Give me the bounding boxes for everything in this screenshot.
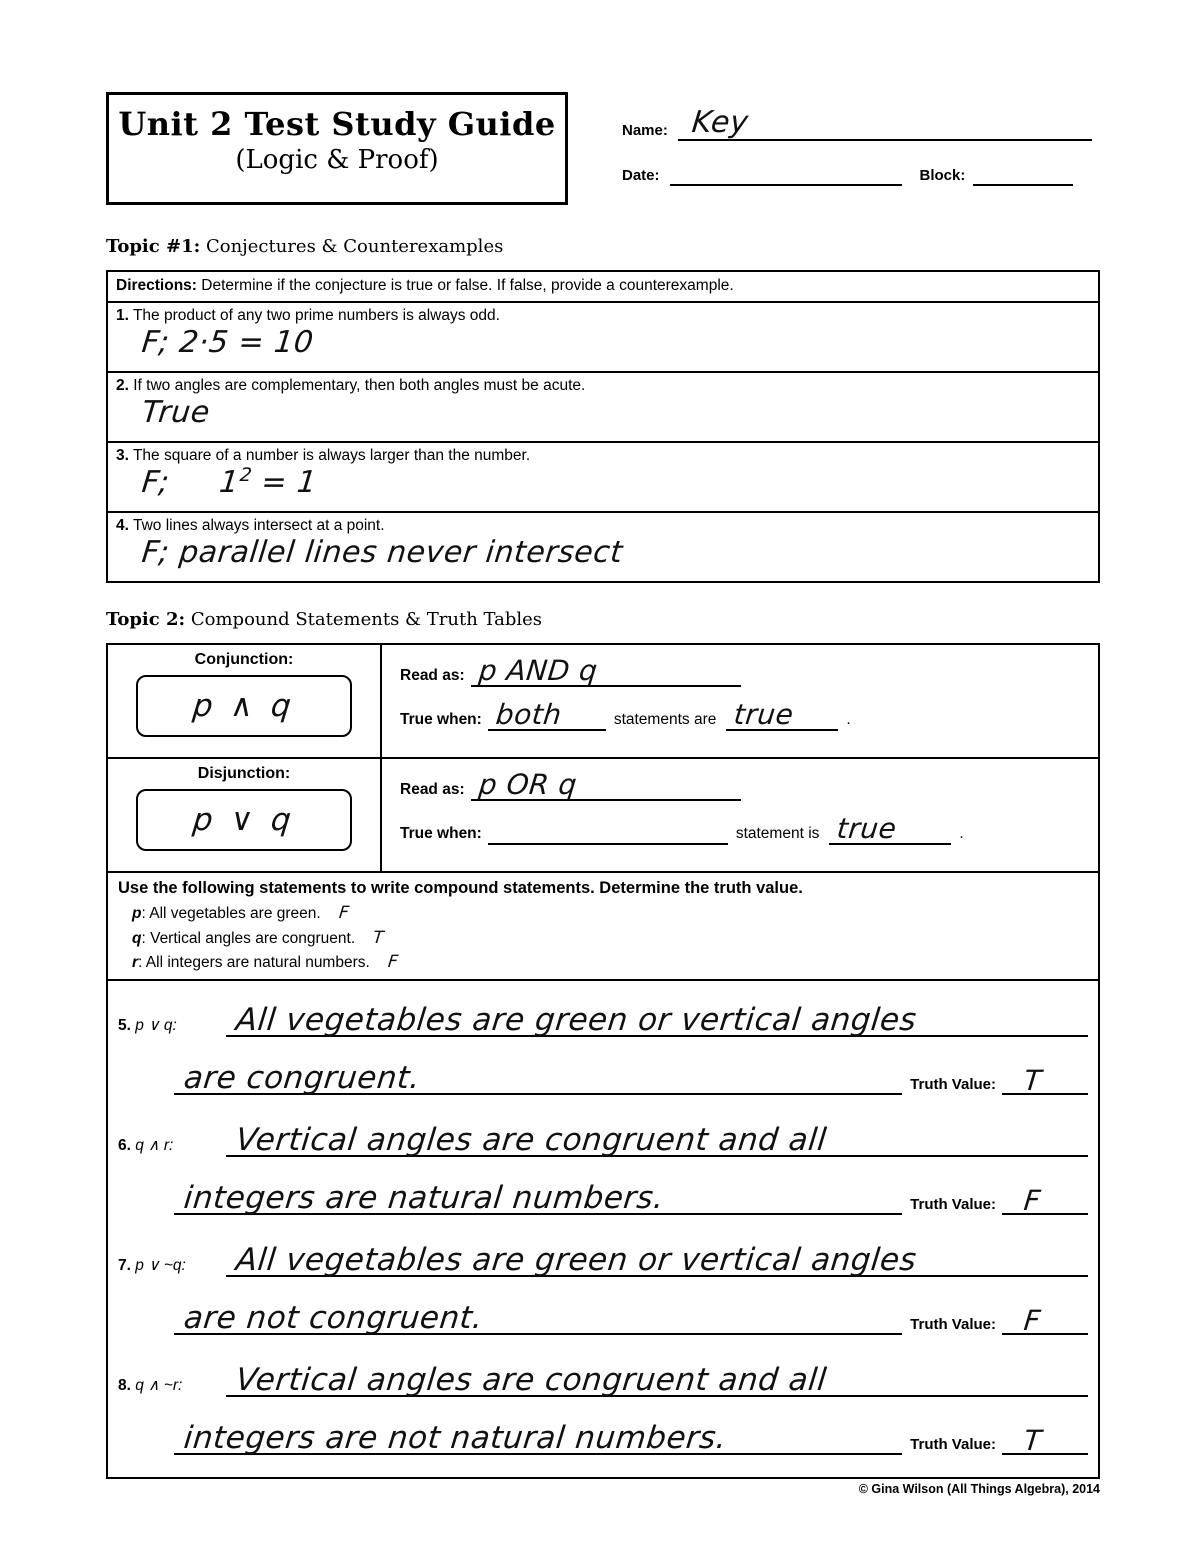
question-1-number: 1.	[116, 307, 129, 324]
disjunction-fields-cell	[382, 759, 1098, 871]
answer-4-handwriting: F; parallel lines never intersect	[140, 535, 625, 570]
table-row	[108, 373, 1098, 443]
disjunction-label: Disjunction:	[197, 765, 291, 782]
question-4-number: 4.	[116, 517, 129, 534]
topic2-table	[106, 643, 1100, 1479]
table-row	[108, 443, 1098, 513]
name-handwriting: Key	[690, 105, 751, 140]
topic1-table	[106, 270, 1100, 583]
item-6-line-2	[118, 1171, 1088, 1215]
disjunction-read-as-handwriting: p OR q	[476, 768, 579, 801]
item-6-label	[118, 1136, 226, 1157]
item-5-truth-value-input[interactable]	[1002, 1055, 1088, 1095]
conjunction-read-as-input[interactable]	[471, 654, 741, 687]
item-5-answer-input-1[interactable]	[226, 993, 1088, 1037]
disjunction-true-when-period: .	[959, 825, 964, 842]
item-5-label	[118, 1016, 226, 1037]
disjunction-true-when-mid-text: statement is	[735, 825, 820, 842]
item-8-expression: q ∧ ~r:	[135, 1376, 183, 1394]
answer-3-suffix: = 1	[259, 465, 319, 500]
item-6-answer-input-2[interactable]	[174, 1171, 902, 1215]
topic2-heading-rest: Compound Statements & Truth Tables	[185, 609, 543, 630]
answer-3-area[interactable]	[108, 465, 1098, 511]
item-7-truth-value-input[interactable]	[1002, 1295, 1088, 1335]
answer-3-exponent: 2	[238, 465, 254, 486]
question-1-text	[108, 303, 1098, 325]
item-7-line-2	[118, 1291, 1088, 1335]
directions-text	[108, 272, 1098, 301]
question-3-text	[108, 443, 1098, 465]
item-7-line-1	[118, 1233, 1088, 1277]
date-input[interactable]	[670, 160, 902, 186]
item-8-answer-handwriting-2: integers are not natural numbers.	[182, 1419, 729, 1456]
item-6-answer-handwriting-1: Vertical angles are congruent and all	[234, 1121, 829, 1158]
statement-p-var: p	[132, 905, 142, 922]
conjunction-row	[108, 645, 1098, 759]
disjunction-symbol-handwriting: p ∨ q	[191, 802, 297, 838]
compound-items-block	[108, 981, 1098, 1477]
conjunction-true-when-mid-text: statements are	[613, 711, 717, 728]
item-5-truth-value-handwriting: T	[1022, 1063, 1044, 1097]
item-7-truth-value-label: Truth Value:	[910, 1315, 996, 1333]
topic1-heading	[106, 236, 503, 257]
conjunction-symbol-handwriting: p ∧ q	[191, 688, 297, 724]
item-8-label	[118, 1376, 226, 1397]
answer-3-base: 1	[217, 465, 241, 500]
item-7-truth-value-handwriting: F	[1022, 1303, 1043, 1337]
conjunction-true-when-input-2[interactable]	[726, 698, 838, 731]
item-8-line-2	[118, 1411, 1088, 1455]
conjunction-label: Conjunction:	[194, 651, 294, 668]
statement-r-text: : All integers are natural numbers.	[138, 954, 370, 972]
disjunction-true-when-row	[400, 812, 1084, 845]
item-6-expression: q ∧ r:	[135, 1136, 174, 1154]
question-1-body: The product of any two prime numbers is always odd.	[132, 307, 500, 324]
item-5-expression: p ∨ q:	[135, 1016, 177, 1034]
item-5-answer-handwriting-1: All vegetables are green or vertical angles	[234, 1001, 919, 1038]
list-item	[118, 993, 1088, 1095]
item-6-truth-value-input[interactable]	[1002, 1175, 1088, 1215]
topic1-heading-bold: Topic #1:	[106, 236, 201, 257]
table-row	[108, 303, 1098, 373]
directions-label: Directions:	[116, 277, 197, 294]
list-item	[118, 1113, 1088, 1215]
name-input[interactable]	[678, 105, 1092, 141]
item-7-number: 7.	[118, 1256, 131, 1274]
date-row	[622, 160, 1092, 186]
item-7-label	[118, 1256, 226, 1277]
statement-p-truth: F	[337, 903, 351, 923]
block-label: Block:	[919, 167, 966, 184]
topic2-heading	[106, 609, 542, 630]
question-2-number: 2.	[116, 377, 129, 394]
item-5-line-2	[118, 1051, 1088, 1095]
directions-body: Determine if the conjecture is true or false. If false, provide a counterexample.	[196, 277, 734, 294]
disjunction-row	[108, 759, 1098, 873]
conjunction-true-when-handwriting-2: true	[732, 698, 796, 731]
name-label: Name:	[622, 122, 668, 139]
item-5-truth-value-label: Truth Value:	[910, 1075, 996, 1093]
conjunction-fields-cell	[382, 645, 1098, 757]
conjunction-symbol-cell	[108, 645, 382, 757]
disjunction-true-when-label: True when:	[400, 825, 482, 842]
item-7-expression: p ∨ ~q:	[135, 1256, 186, 1274]
conjunction-true-when-row	[400, 698, 1084, 731]
question-2-body: If two angles are complementary, then both angles must be acute.	[133, 377, 586, 394]
statement-p-text: : All vegetables are green.	[141, 905, 321, 922]
page-subtitle: (Logic & Proof)	[235, 145, 439, 176]
date-label: Date:	[622, 167, 660, 184]
disjunction-symbol-cell	[108, 759, 382, 871]
answer-4-area[interactable]	[108, 535, 1098, 581]
statement-r-var: r	[132, 954, 139, 972]
item-8-truth-value-label: Truth Value:	[910, 1435, 996, 1453]
conjunction-true-when-label: True when:	[400, 711, 482, 728]
topic1-heading-rest: Conjectures & Counterexamples	[200, 236, 504, 257]
item-7-answer-input-2[interactable]	[174, 1291, 902, 1335]
answer-2-area[interactable]	[108, 395, 1098, 441]
answer-3-handwriting	[140, 465, 318, 500]
question-4-text	[108, 513, 1098, 535]
disjunction-read-as-label: Read as:	[400, 781, 465, 798]
item-7-answer-input-1[interactable]	[226, 1233, 1088, 1277]
item-5-answer-handwriting-2: are congruent.	[182, 1059, 423, 1096]
conjunction-read-as-handwriting: p AND q	[476, 654, 599, 687]
statements-block	[108, 873, 1098, 981]
item-6-truth-value-label: Truth Value:	[910, 1195, 996, 1213]
disjunction-read-as-row	[400, 768, 1084, 801]
item-6-answer-handwriting-2: integers are natural numbers.	[182, 1179, 666, 1216]
conjunction-read-as-row	[400, 654, 1084, 687]
directions-row	[108, 272, 1098, 303]
disjunction-true-when-input-2[interactable]	[829, 812, 951, 845]
list-item	[118, 1233, 1088, 1335]
item-8-truth-value-input[interactable]	[1002, 1415, 1088, 1455]
question-3-body: The square of a number is always larger than the number.	[132, 447, 531, 464]
item-8-answer-handwriting-1: Vertical angles are congruent and all	[234, 1361, 829, 1398]
item-6-number: 6.	[118, 1136, 131, 1154]
topic2-heading-bold: Topic 2:	[106, 609, 186, 630]
item-8-answer-input-1[interactable]	[226, 1353, 1088, 1397]
answer-1-handwriting: F; 2·5 = 10	[140, 325, 316, 360]
item-8-number: 8.	[118, 1376, 131, 1394]
disjunction-true-when-input-1[interactable]	[488, 817, 728, 845]
disjunction-true-when-handwriting-2: true	[835, 812, 899, 845]
answer-1-area[interactable]	[108, 325, 1098, 371]
conjunction-read-as-label: Read as:	[400, 667, 465, 684]
question-2-text	[108, 373, 1098, 395]
statement-r	[132, 950, 1088, 975]
block-input[interactable]	[973, 160, 1073, 186]
list-item	[118, 1353, 1088, 1455]
question-4-body: Two lines always intersect at a point.	[132, 517, 385, 534]
page-title: Unit 2 Test Study Guide	[118, 105, 556, 143]
statement-p	[132, 901, 1088, 926]
item-6-truth-value-handwriting: F	[1022, 1183, 1043, 1217]
item-6-answer-input-1[interactable]	[226, 1113, 1088, 1157]
disjunction-symbol-box	[136, 789, 352, 851]
conjunction-true-when-period: .	[846, 711, 851, 728]
item-8-truth-value-handwriting: T	[1022, 1423, 1044, 1457]
question-3-number: 3.	[116, 447, 129, 464]
item-6-line-1	[118, 1113, 1088, 1157]
item-5-number: 5.	[118, 1016, 131, 1034]
table-row	[108, 513, 1098, 581]
conjunction-symbol-box	[136, 675, 352, 737]
item-8-line-1	[118, 1353, 1088, 1397]
copyright-footer: © Gina Wilson (All Things Algebra), 2014	[858, 1482, 1100, 1496]
item-5-line-1	[118, 993, 1088, 1037]
conjunction-true-when-input-1[interactable]	[488, 698, 606, 731]
name-row	[622, 105, 1092, 141]
item-5-answer-input-2[interactable]	[174, 1051, 902, 1095]
title-box	[106, 92, 568, 205]
disjunction-read-as-input[interactable]	[471, 768, 741, 801]
conjunction-true-when-handwriting-1: both	[494, 698, 564, 731]
answer-3-prefix: F;	[140, 465, 172, 500]
statement-q	[132, 926, 1088, 951]
statement-q-var: q	[132, 929, 142, 947]
answer-2-handwriting: True	[140, 395, 212, 430]
item-7-answer-handwriting-2: are not congruent.	[182, 1299, 485, 1336]
statement-r-truth: F	[386, 952, 400, 973]
item-7-answer-handwriting-1: All vegetables are green or vertical angles	[234, 1241, 919, 1278]
statement-q-truth: T	[372, 927, 386, 948]
statement-q-text: : Vertical angles are congruent.	[141, 929, 356, 947]
statements-heading: Use the following statements to write compound statements. Determine the truth value.	[118, 879, 803, 897]
item-8-answer-input-2[interactable]	[174, 1411, 902, 1455]
